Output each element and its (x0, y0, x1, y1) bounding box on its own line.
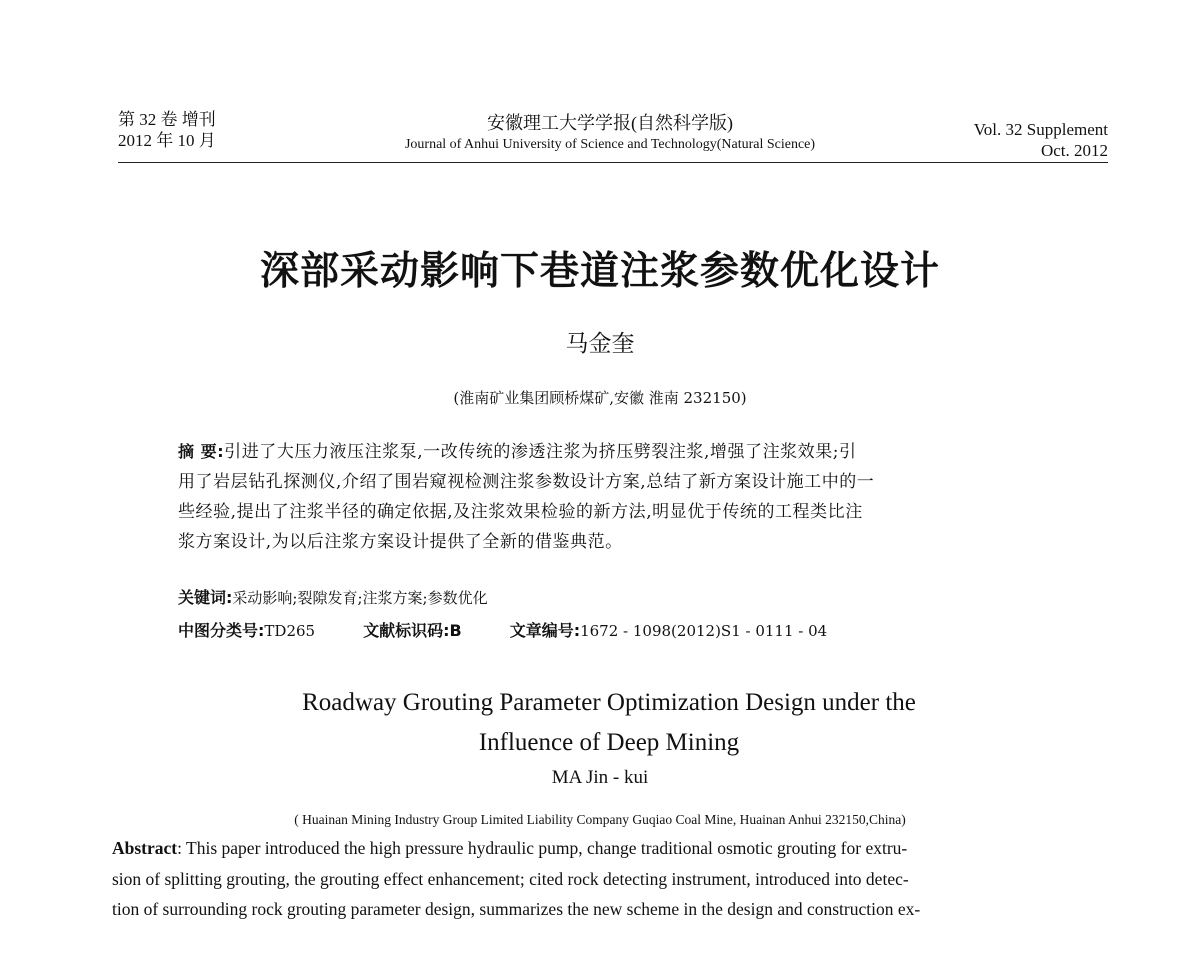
paper-title-cn: 深部采动影响下巷道注浆参数优化设计 (259, 248, 940, 294)
abstract-cn-line: 些经验,提出了注浆半径的确定依据,及注浆效果检验的新方法,明显优于传统的工程类比注 (178, 502, 863, 522)
author-en: MA Jin - kui (551, 767, 649, 788)
clc-label: 中图分类号: (178, 621, 265, 640)
clc-value: TD265 (264, 622, 316, 640)
paper-title-en-line: Influence of Deep Mining (478, 729, 740, 756)
abstract-cn-line: 摘 要:引进了大压力液压注浆泵,一改传统的渗透注浆为挤压劈裂注浆,增强了注浆效果;引 (178, 442, 857, 462)
journal-name-en: Journal of Anhui University of Science and Technology(Natural Science) (404, 137, 816, 152)
abstract-en (112, 833, 1106, 925)
abstract-en-line: sion of splitting grouting, the grouting effect enhancement; cited rock detecting instrument, introduced into detec- (112, 868, 909, 889)
author-cn: 马金奎 (565, 331, 635, 357)
abstract-en-label: Abstract (112, 838, 178, 858)
keywords-text: 采动影响;裂隙发育;注浆方案;参数优化 (232, 589, 488, 607)
paper-title-en-line: Roadway Grouting Parameter Optimization Design under the (302, 689, 916, 716)
paper-title-en (0, 683, 1200, 763)
journal-name (300, 113, 920, 155)
keywords (178, 585, 488, 608)
volume-line: 第 32 卷 增刊 (118, 110, 216, 129)
abstract-en-line: tion of surrounding rock grouting parameter design, summarizes the new scheme in the design and construction ex- (112, 899, 921, 919)
journal-name-cn: 安徽理工大学学报(自然科学版) (487, 113, 733, 133)
affiliation-cn: (淮南矿业集团顾桥煤矿,安徽 淮南 232150) (453, 389, 747, 407)
abstract-cn-label: 摘 要: (178, 442, 225, 461)
abstract-cn-line: 用了岩层钻孔探测仪,介绍了围岩窥视检测注浆参数设计方案,总结了新方案设计施工中的一 (178, 472, 875, 492)
abstract-cn-line: 浆方案设计,为以后注浆方案设计提供了全新的借鉴典范。 (178, 532, 623, 552)
article-number-label: 文章编号: (509, 621, 581, 640)
abstract-cn (178, 437, 1044, 557)
volume-en: Vol. 32 Supplement (973, 120, 1108, 139)
abstract-en-line: Abstract: This paper introduced the high pressure hydraulic pump, change traditional osmotic grouting for extru- (112, 838, 908, 858)
doc-code-label: 文献标识码: (363, 621, 450, 640)
header-rule (118, 162, 1108, 163)
date-line: 2012 年 10 月 (118, 131, 216, 150)
date-en: Oct. 2012 (1040, 141, 1108, 160)
issue-info-en (974, 119, 1108, 161)
classification-line (178, 618, 827, 641)
issue-info (118, 109, 216, 151)
doc-code-value: B (449, 621, 462, 640)
affiliation-en: ( Huainan Mining Industry Group Limited Liability Company Guqiao Coal Mine, Huainan Anhui 232150,China) (294, 812, 906, 827)
article-number-value: 1672 - 1098(2012)S1 - 0111 - 04 (580, 622, 828, 640)
keywords-label: 关键词: (178, 588, 233, 607)
